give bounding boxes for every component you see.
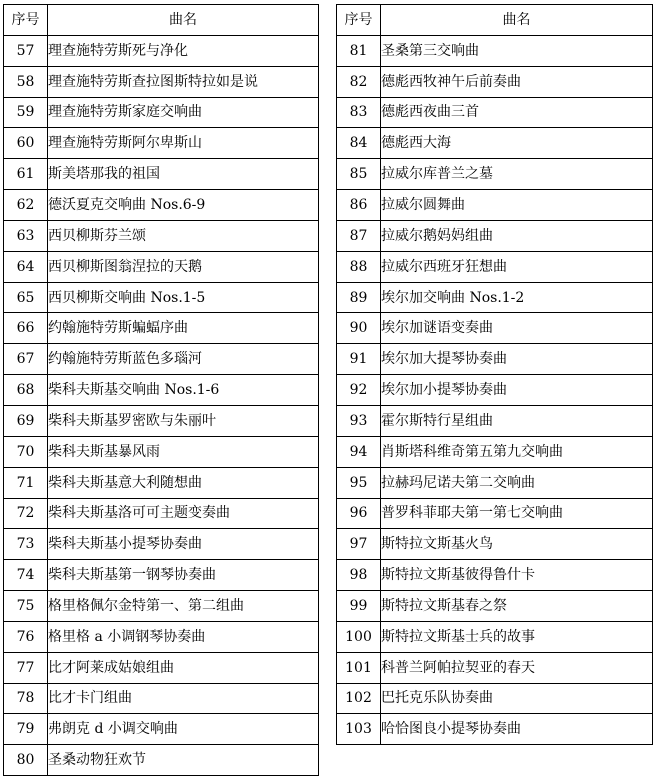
row-title: 约翰施特劳斯蓝色多瑙河 <box>48 344 319 375</box>
row-title: 理查施特劳斯死与净化 <box>48 35 319 66</box>
table-row <box>337 591 653 622</box>
row-title: 西贝柳斯交响曲 Nos.1-5 <box>48 282 319 313</box>
row-title: 埃尔加交响曲 Nos.1-2 <box>381 282 653 313</box>
row-title: 斯特拉文斯基火鸟 <box>381 529 653 560</box>
row-index: 100 <box>337 621 381 652</box>
header-title: 曲名 <box>48 5 319 36</box>
row-index: 103 <box>337 714 381 745</box>
row-title: 柴科夫斯基第一钢琴协奏曲 <box>48 560 319 591</box>
table-row <box>4 220 319 251</box>
row-index: 83 <box>337 97 381 128</box>
row-index: 69 <box>4 405 48 436</box>
table-row <box>4 714 319 745</box>
row-title: 柴科夫斯基罗密欧与朱丽叶 <box>48 405 319 436</box>
header-row <box>4 5 319 36</box>
row-index: 80 <box>4 745 48 776</box>
row-title: 斯美塔那我的祖国 <box>48 159 319 190</box>
table-row <box>4 621 319 652</box>
row-title: 拉威尔库普兰之墓 <box>381 159 653 190</box>
row-index: 64 <box>4 251 48 282</box>
row-title: 拉威尔圆舞曲 <box>381 190 653 221</box>
header-index: 序号 <box>337 5 381 36</box>
row-title: 斯特拉文斯基春之祭 <box>381 591 653 622</box>
row-index: 95 <box>337 467 381 498</box>
row-title: 柴科夫斯基小提琴协奏曲 <box>48 529 319 560</box>
table-row <box>337 66 653 97</box>
table-row <box>337 190 653 221</box>
row-index: 59 <box>4 97 48 128</box>
table-row <box>337 498 653 529</box>
music-table-right <box>336 4 653 745</box>
table-row <box>4 652 319 683</box>
row-index: 78 <box>4 683 48 714</box>
row-title: 埃尔加大提琴协奏曲 <box>381 344 653 375</box>
row-index: 97 <box>337 529 381 560</box>
table-row <box>337 405 653 436</box>
row-index: 94 <box>337 436 381 467</box>
row-title: 柴科夫斯基交响曲 Nos.1-6 <box>48 375 319 406</box>
row-title: 比才阿莱成姑娘组曲 <box>48 652 319 683</box>
table-row <box>4 35 319 66</box>
row-title: 理查施特劳斯查拉图斯特拉如是说 <box>48 66 319 97</box>
table-row <box>4 66 319 97</box>
table-row <box>337 128 653 159</box>
table-row <box>4 282 319 313</box>
row-title: 拉威尔鹅妈妈组曲 <box>381 220 653 251</box>
row-title: 柴科夫斯基洛可可主题变奏曲 <box>48 498 319 529</box>
row-index: 88 <box>337 251 381 282</box>
table-row <box>4 313 319 344</box>
row-title: 普罗科菲耶夫第一第七交响曲 <box>381 498 653 529</box>
table-row <box>4 436 319 467</box>
table-row <box>337 251 653 282</box>
table-row <box>4 375 319 406</box>
row-index: 75 <box>4 591 48 622</box>
table-row <box>337 159 653 190</box>
row-index: 102 <box>337 683 381 714</box>
row-title: 圣桑第三交响曲 <box>381 35 653 66</box>
row-index: 87 <box>337 220 381 251</box>
row-title: 弗朗克 d 小调交响曲 <box>48 714 319 745</box>
row-title: 德彪西夜曲三首 <box>381 97 653 128</box>
table-body-left <box>4 35 319 775</box>
table-row <box>337 714 653 745</box>
table-row <box>337 467 653 498</box>
row-index: 58 <box>4 66 48 97</box>
row-index: 74 <box>4 560 48 591</box>
header-title: 曲名 <box>381 5 653 36</box>
row-index: 71 <box>4 467 48 498</box>
row-title: 科普兰阿帕拉契亚的春天 <box>381 652 653 683</box>
row-title: 理查施特劳斯阿尔卑斯山 <box>48 128 319 159</box>
row-title: 拉威尔西班牙狂想曲 <box>381 251 653 282</box>
row-index: 68 <box>4 375 48 406</box>
row-index: 57 <box>4 35 48 66</box>
table-row <box>337 529 653 560</box>
row-index: 67 <box>4 344 48 375</box>
row-index: 101 <box>337 652 381 683</box>
table-row <box>4 529 319 560</box>
row-title: 西贝柳斯图翁涅拉的天鹅 <box>48 251 319 282</box>
row-index: 93 <box>337 405 381 436</box>
row-title: 哈恰图良小提琴协奏曲 <box>381 714 653 745</box>
table-row <box>4 745 319 776</box>
row-title: 德沃夏克交响曲 Nos.6-9 <box>48 190 319 221</box>
row-title: 比才卡门组曲 <box>48 683 319 714</box>
row-index: 82 <box>337 66 381 97</box>
table-row <box>4 251 319 282</box>
row-index: 84 <box>337 128 381 159</box>
row-index: 76 <box>4 621 48 652</box>
row-title: 德彪西牧神午后前奏曲 <box>381 66 653 97</box>
row-index: 90 <box>337 313 381 344</box>
table-body-right <box>337 35 653 744</box>
row-title: 格里格 a 小调钢琴协奏曲 <box>48 621 319 652</box>
row-title: 约翰施特劳斯蝙蝠序曲 <box>48 313 319 344</box>
row-title: 理查施特劳斯家庭交响曲 <box>48 97 319 128</box>
row-title: 西贝柳斯芬兰颂 <box>48 220 319 251</box>
row-title: 柴科夫斯基意大利随想曲 <box>48 467 319 498</box>
row-title: 斯特拉文斯基彼得鲁什卡 <box>381 560 653 591</box>
row-index: 61 <box>4 159 48 190</box>
table-row <box>337 35 653 66</box>
row-index: 92 <box>337 375 381 406</box>
table-row <box>337 436 653 467</box>
row-index: 85 <box>337 159 381 190</box>
table-row <box>337 313 653 344</box>
table-row <box>337 375 653 406</box>
row-index: 63 <box>4 220 48 251</box>
row-index: 72 <box>4 498 48 529</box>
row-index: 96 <box>337 498 381 529</box>
row-index: 77 <box>4 652 48 683</box>
table-row <box>4 498 319 529</box>
table-row <box>4 467 319 498</box>
row-index: 81 <box>337 35 381 66</box>
row-index: 86 <box>337 190 381 221</box>
table-row <box>337 344 653 375</box>
table-row <box>4 560 319 591</box>
table-row <box>4 591 319 622</box>
row-index: 89 <box>337 282 381 313</box>
row-title: 格里格佩尔金特第一、第二组曲 <box>48 591 319 622</box>
row-title: 巴托克乐队协奏曲 <box>381 683 653 714</box>
row-title: 肖斯塔科维奇第五第九交响曲 <box>381 436 653 467</box>
table-row <box>337 652 653 683</box>
music-table-left <box>3 4 319 776</box>
row-index: 98 <box>337 560 381 591</box>
row-index: 65 <box>4 282 48 313</box>
table-row <box>337 621 653 652</box>
table-row <box>4 159 319 190</box>
header-index: 序号 <box>4 5 48 36</box>
table-row <box>4 405 319 436</box>
table-row <box>4 683 319 714</box>
row-index: 62 <box>4 190 48 221</box>
row-index: 79 <box>4 714 48 745</box>
table-row <box>4 128 319 159</box>
table-row <box>337 560 653 591</box>
table-row <box>4 344 319 375</box>
row-title: 斯特拉文斯基士兵的故事 <box>381 621 653 652</box>
table-row <box>337 220 653 251</box>
table-row <box>4 97 319 128</box>
row-index: 91 <box>337 344 381 375</box>
row-index: 60 <box>4 128 48 159</box>
row-index: 70 <box>4 436 48 467</box>
row-index: 66 <box>4 313 48 344</box>
row-title: 霍尔斯特行星组曲 <box>381 405 653 436</box>
table-row <box>337 683 653 714</box>
row-title: 拉赫玛尼诺夫第二交响曲 <box>381 467 653 498</box>
table-row <box>337 97 653 128</box>
table-row <box>337 282 653 313</box>
row-title: 德彪西大海 <box>381 128 653 159</box>
row-title: 埃尔加小提琴协奏曲 <box>381 375 653 406</box>
row-title: 埃尔加谜语变奏曲 <box>381 313 653 344</box>
row-title: 柴科夫斯基暴风雨 <box>48 436 319 467</box>
row-index: 99 <box>337 591 381 622</box>
table-row <box>4 190 319 221</box>
row-title: 圣桑动物狂欢节 <box>48 745 319 776</box>
row-index: 73 <box>4 529 48 560</box>
header-row <box>337 5 653 36</box>
